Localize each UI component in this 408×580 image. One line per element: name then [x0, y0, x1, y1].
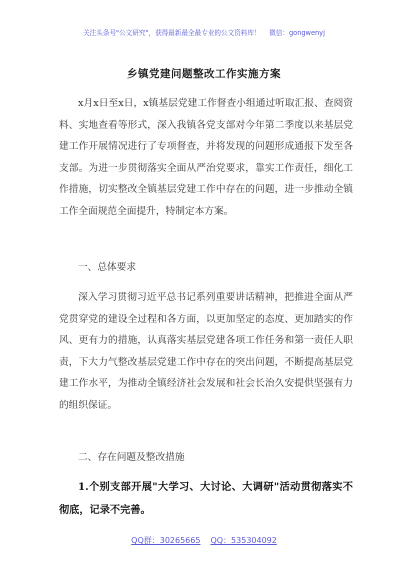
- item1-heading-text: 1.个别支部开展"大学习、大讨论、大调研"活动贯彻落实不彻底，记录不完善。: [59, 481, 353, 516]
- section-heading-problems: 二、存在问题及整改措施: [78, 452, 185, 463]
- document-title: 乡镇党建问题整改工作实施方案: [127, 68, 281, 80]
- footer-qq[interactable]: QQ：535304092: [210, 536, 277, 545]
- section1-text: 深入学习贯彻习近平总书记系列重要讲话精神，把推进全面从严党贯穿党的建设全过程和各方面，以更加坚定的态度、更加踏实的作风、更有力的措施，认真落实基层党建各项工作任务和第一责任人职责，下大力气整改基层党建工作中存在的突出问题，不断提高基层党建工作水平，为推动全镇经济社会发展和社会长治久安提供坚强有力的组织保证。: [59, 292, 353, 411]
- item1-heading: [59, 476, 353, 522]
- header-notice-text: 关注头条号"公文研究"，获得最新最全最专业的公文资料库！: [83, 29, 261, 37]
- footer-qq-group[interactable]: QQ群：30265665: [131, 536, 201, 545]
- header-notice: [0, 27, 408, 37]
- intro-paragraph: [59, 93, 353, 222]
- intro-text: x月x日至x日，x镇基层党建工作督查小组通过听取汇报、查阅资料、实地查看等形式，深入我镇各党支部对今年第二季度以来基层党建工作开展情况进行了专项督查，并将发现的问题形成通报下发至各支部。为进一步贯彻落实全面从严治党要求，靠实工作责任，细化工作措施，切实整改全镇基层党建工作中存在的问题，进一步推动全镇工作全面规范全面提升，特制定本方案。: [59, 98, 353, 217]
- section1-paragraph: [59, 287, 353, 416]
- header-wechat: 微信：gongwenyj: [269, 29, 325, 37]
- section-heading-overall-requirements: 一、总体要求: [78, 262, 137, 273]
- footer-contact: [0, 535, 408, 546]
